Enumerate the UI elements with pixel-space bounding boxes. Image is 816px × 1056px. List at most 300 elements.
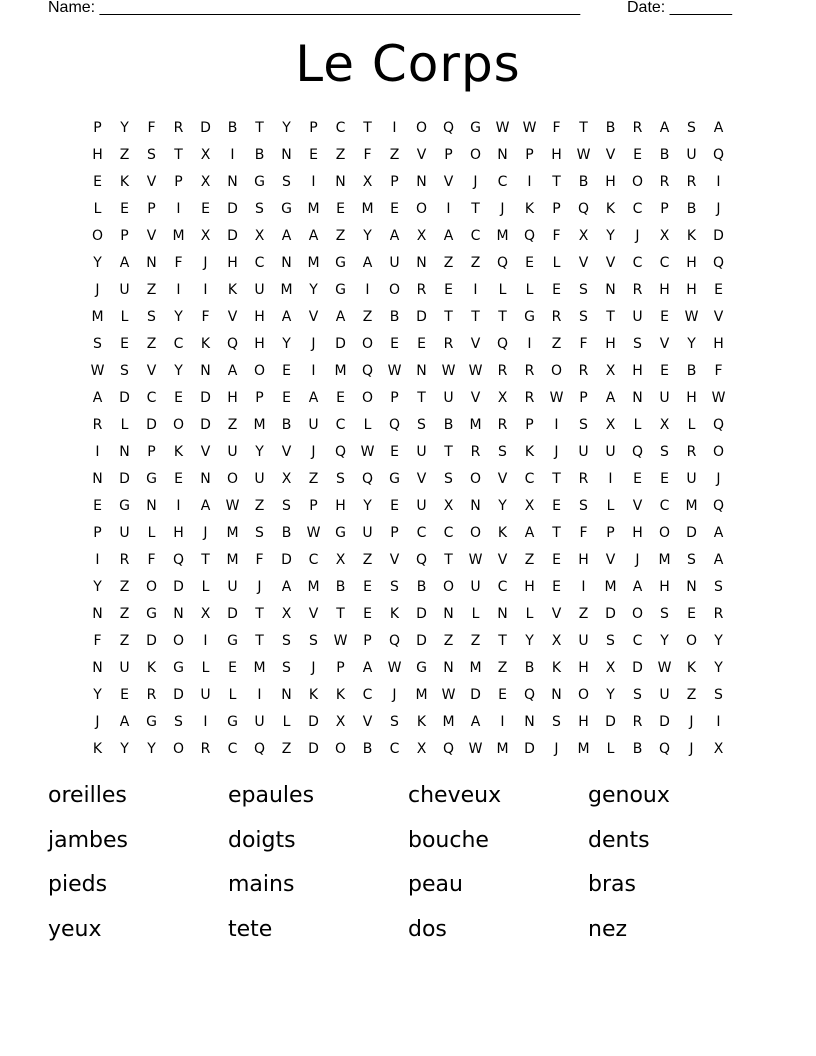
grid-letter: D bbox=[227, 201, 238, 217]
grid-letter: G bbox=[416, 660, 427, 676]
grid-letter: U bbox=[254, 471, 265, 487]
grid-letter: M bbox=[307, 201, 320, 217]
grid-letter: J bbox=[500, 201, 505, 217]
grid-letter: V bbox=[551, 606, 562, 622]
grid-letter: L bbox=[282, 714, 291, 730]
grid-letter: Q bbox=[712, 255, 725, 271]
grid-letter: K bbox=[686, 660, 697, 676]
grid-letter: U bbox=[470, 579, 481, 595]
grid-letter: F bbox=[579, 525, 588, 541]
grid-letter: E bbox=[282, 390, 291, 406]
grid-letter: E bbox=[687, 606, 696, 622]
grid-letter: P bbox=[255, 390, 264, 406]
grid-letter: M bbox=[307, 579, 320, 595]
grid-letter: Y bbox=[606, 228, 615, 244]
grid-letter: W bbox=[684, 309, 699, 325]
grid-letter: Q bbox=[496, 255, 509, 271]
grid-letter: R bbox=[470, 444, 481, 460]
grid-letter: V bbox=[308, 606, 319, 622]
word-list-item: yeux bbox=[48, 916, 102, 942]
grid-letter: R bbox=[416, 282, 427, 298]
grid-letter: B bbox=[281, 525, 292, 541]
grid-letter: A bbox=[281, 579, 292, 595]
grid-letter: I bbox=[230, 147, 235, 163]
grid-letter: Z bbox=[335, 228, 346, 244]
grid-letter: A bbox=[389, 228, 400, 244]
grid-row bbox=[84, 412, 732, 439]
grid-letter: W bbox=[711, 390, 726, 406]
grid-letter: S bbox=[93, 336, 102, 352]
grid-letter: A bbox=[659, 120, 670, 136]
grid-letter: U bbox=[308, 417, 319, 433]
grid-letter: V bbox=[146, 363, 157, 379]
grid-letter: O bbox=[388, 282, 401, 298]
grid-letter: R bbox=[200, 741, 211, 757]
grid-letter: S bbox=[633, 687, 642, 703]
grid-letter: H bbox=[659, 579, 670, 595]
grid-letter: X bbox=[497, 390, 508, 406]
grid-letter: P bbox=[579, 390, 588, 406]
grid-letter: P bbox=[525, 417, 534, 433]
grid-letter: Q bbox=[226, 336, 239, 352]
grid-letter: E bbox=[714, 282, 723, 298]
grid-letter: V bbox=[605, 147, 616, 163]
grid-letter: R bbox=[497, 363, 508, 379]
grid-letter: Y bbox=[714, 633, 723, 649]
grid-letter: A bbox=[632, 579, 643, 595]
grid-letter: D bbox=[659, 714, 670, 730]
word-list bbox=[48, 780, 768, 958]
grid-letter: W bbox=[387, 660, 402, 676]
grid-letter: A bbox=[335, 309, 346, 325]
grid-letter: G bbox=[389, 471, 400, 487]
grid-letter: U bbox=[632, 309, 643, 325]
grid-letter: S bbox=[282, 660, 291, 676]
grid-letter: X bbox=[659, 228, 670, 244]
grid-letter: H bbox=[659, 282, 670, 298]
grid-letter: J bbox=[203, 255, 208, 271]
grid-letter: W bbox=[576, 147, 591, 163]
grid-letter: U bbox=[254, 714, 265, 730]
grid-letter: Y bbox=[255, 444, 264, 460]
grid-letter: T bbox=[255, 606, 264, 622]
grid-letter: E bbox=[390, 201, 399, 217]
grid-letter: O bbox=[334, 741, 347, 757]
grid-letter: O bbox=[172, 633, 185, 649]
grid-letter: N bbox=[173, 606, 184, 622]
grid-letter: S bbox=[174, 714, 183, 730]
grid-letter: E bbox=[363, 606, 372, 622]
grid-letter: Q bbox=[253, 741, 266, 757]
grid-letter: M bbox=[226, 552, 239, 568]
grid-letter: I bbox=[473, 282, 478, 298]
grid-row bbox=[84, 250, 732, 277]
grid-letter: W bbox=[225, 498, 240, 514]
grid-letter: M bbox=[658, 552, 671, 568]
grid-letter: S bbox=[282, 498, 291, 514]
grid-letter: Z bbox=[686, 687, 697, 703]
grid-letter: W bbox=[549, 390, 564, 406]
grid-letter: B bbox=[335, 579, 346, 595]
grid-letter: T bbox=[579, 120, 588, 136]
grid-letter: V bbox=[497, 552, 508, 568]
grid-letter: F bbox=[147, 552, 156, 568]
grid-letter: M bbox=[253, 660, 266, 676]
grid-letter: P bbox=[606, 525, 615, 541]
grid-letter: D bbox=[200, 417, 211, 433]
grid-letter: I bbox=[554, 417, 559, 433]
grid-letter: P bbox=[525, 147, 534, 163]
grid-letter: N bbox=[92, 660, 103, 676]
grid-letter: O bbox=[442, 579, 455, 595]
grid-letter: S bbox=[633, 336, 642, 352]
word-list-item: nez bbox=[588, 916, 628, 942]
word-search-grid bbox=[84, 115, 732, 763]
grid-letter: J bbox=[689, 741, 694, 757]
date-field-label: Date: _______ bbox=[627, 0, 732, 16]
grid-letter: I bbox=[392, 120, 397, 136]
grid-letter: V bbox=[416, 147, 427, 163]
grid-letter: V bbox=[281, 444, 292, 460]
grid-letter: O bbox=[226, 471, 239, 487]
grid-letter: D bbox=[281, 552, 292, 568]
grid-letter: G bbox=[146, 714, 157, 730]
grid-letter: D bbox=[470, 687, 481, 703]
grid-letter: J bbox=[203, 525, 208, 541]
grid-letter: Z bbox=[119, 147, 130, 163]
grid-letter: E bbox=[120, 336, 129, 352]
grid-letter: O bbox=[145, 579, 158, 595]
grid-letter: H bbox=[632, 363, 643, 379]
grid-letter: S bbox=[282, 633, 291, 649]
grid-letter: H bbox=[686, 282, 697, 298]
grid-letter: P bbox=[120, 228, 129, 244]
grid-letter: I bbox=[716, 174, 721, 190]
grid-letter: I bbox=[527, 336, 532, 352]
grid-letter: C bbox=[524, 471, 535, 487]
grid-letter: F bbox=[363, 147, 372, 163]
word-list-item: genoux bbox=[588, 783, 670, 808]
grid-letter: L bbox=[201, 579, 210, 595]
grid-letter: X bbox=[200, 606, 211, 622]
grid-letter: Z bbox=[308, 471, 319, 487]
grid-letter: Y bbox=[282, 336, 291, 352]
grid-letter: E bbox=[120, 201, 129, 217]
grid-letter: E bbox=[390, 336, 399, 352]
grid-letter: P bbox=[552, 201, 561, 217]
grid-letter: I bbox=[176, 498, 181, 514]
grid-letter: U bbox=[443, 390, 454, 406]
grid-letter: A bbox=[308, 228, 319, 244]
grid-letter: J bbox=[689, 714, 694, 730]
grid-letter: A bbox=[713, 525, 724, 541]
grid-letter: N bbox=[92, 471, 103, 487]
grid-letter: N bbox=[416, 255, 427, 271]
word-list-item: bras bbox=[588, 872, 636, 897]
grid-row bbox=[84, 142, 732, 169]
grid-letter: V bbox=[443, 174, 454, 190]
grid-letter: F bbox=[579, 336, 588, 352]
grid-letter: G bbox=[119, 498, 130, 514]
grid-letter: C bbox=[497, 174, 508, 190]
grid-letter: R bbox=[173, 120, 184, 136]
grid-letter: Y bbox=[120, 741, 129, 757]
name-field-label: Name: ______________________________________________________ bbox=[48, 0, 581, 16]
grid-letter: R bbox=[524, 390, 535, 406]
grid-letter: T bbox=[552, 174, 561, 190]
grid-letter: C bbox=[227, 741, 238, 757]
grid-letter: A bbox=[227, 363, 238, 379]
grid-letter: Y bbox=[309, 282, 318, 298]
grid-letter: D bbox=[146, 417, 157, 433]
grid-letter: R bbox=[578, 471, 589, 487]
grid-letter: C bbox=[389, 741, 400, 757]
grid-letter: Z bbox=[443, 255, 454, 271]
grid-letter: Y bbox=[93, 579, 102, 595]
grid-letter: H bbox=[254, 336, 265, 352]
grid-letter: L bbox=[228, 687, 237, 703]
grid-letter: C bbox=[632, 633, 643, 649]
grid-letter: Q bbox=[523, 228, 536, 244]
grid-letter: S bbox=[579, 417, 588, 433]
grid-letter: B bbox=[362, 741, 373, 757]
grid-letter: Y bbox=[363, 228, 372, 244]
grid-letter: Y bbox=[93, 255, 102, 271]
grid-letter: E bbox=[93, 174, 102, 190]
grid-letter: W bbox=[522, 120, 537, 136]
grid-letter: S bbox=[660, 606, 669, 622]
grid-letter: E bbox=[228, 660, 237, 676]
grid-letter: E bbox=[552, 498, 561, 514]
grid-letter: J bbox=[716, 201, 721, 217]
grid-letter: Q bbox=[442, 120, 455, 136]
grid-letter: B bbox=[389, 309, 400, 325]
grid-letter: A bbox=[92, 390, 103, 406]
grid-letter: E bbox=[660, 309, 669, 325]
grid-letter: R bbox=[551, 309, 562, 325]
grid-letter: T bbox=[201, 552, 210, 568]
grid-letter: Y bbox=[660, 633, 669, 649]
grid-letter: M bbox=[496, 228, 509, 244]
grid-letter: Z bbox=[470, 255, 481, 271]
grid-letter: N bbox=[416, 363, 427, 379]
grid-letter: U bbox=[659, 390, 670, 406]
grid-letter: D bbox=[713, 228, 724, 244]
grid-letter: J bbox=[257, 579, 262, 595]
grid-letter: V bbox=[632, 498, 643, 514]
grid-letter: D bbox=[308, 714, 319, 730]
grid-letter: K bbox=[686, 228, 697, 244]
grid-letter: M bbox=[442, 714, 455, 730]
grid-letter: H bbox=[578, 714, 589, 730]
word-list-item: oreilles bbox=[48, 783, 127, 808]
grid-letter: L bbox=[525, 606, 534, 622]
grid-letter: I bbox=[257, 687, 262, 703]
grid-letter: C bbox=[146, 390, 157, 406]
grid-letter: P bbox=[363, 633, 372, 649]
grid-letter: R bbox=[524, 363, 535, 379]
grid-letter: J bbox=[554, 444, 559, 460]
grid-letter: Z bbox=[119, 633, 130, 649]
grid-letter: D bbox=[200, 120, 211, 136]
grid-letter: Z bbox=[362, 309, 373, 325]
grid-letter: S bbox=[336, 471, 345, 487]
grid-letter: M bbox=[469, 660, 482, 676]
grid-letter: G bbox=[524, 309, 535, 325]
grid-letter: M bbox=[469, 417, 482, 433]
grid-row bbox=[84, 439, 732, 466]
grid-letter: F bbox=[552, 120, 561, 136]
grid-letter: Z bbox=[281, 741, 292, 757]
grid-letter: W bbox=[90, 363, 105, 379]
grid-letter: I bbox=[203, 282, 208, 298]
grid-letter: T bbox=[444, 309, 453, 325]
grid-letter: V bbox=[308, 309, 319, 325]
grid-letter: N bbox=[443, 606, 454, 622]
grid-letter: C bbox=[362, 687, 373, 703]
grid-letter: W bbox=[441, 687, 456, 703]
grid-letter: L bbox=[552, 255, 561, 271]
grid-letter: S bbox=[444, 471, 453, 487]
grid-letter: E bbox=[633, 471, 642, 487]
grid-letter: X bbox=[713, 741, 724, 757]
grid-letter: Q bbox=[172, 552, 185, 568]
grid-letter: D bbox=[227, 228, 238, 244]
grid-letter: J bbox=[554, 741, 559, 757]
grid-letter: H bbox=[578, 660, 589, 676]
grid-row bbox=[84, 115, 732, 142]
grid-letter: O bbox=[685, 633, 698, 649]
grid-letter: L bbox=[471, 606, 480, 622]
grid-letter: H bbox=[227, 255, 238, 271]
grid-letter: Z bbox=[389, 147, 400, 163]
word-list-item: tete bbox=[228, 916, 273, 942]
grid-letter: F bbox=[201, 309, 210, 325]
grid-letter: S bbox=[255, 201, 264, 217]
grid-letter: Q bbox=[334, 444, 347, 460]
word-list-item: pieds bbox=[48, 872, 108, 897]
grid-letter: I bbox=[176, 282, 181, 298]
grid-letter: L bbox=[498, 282, 507, 298]
grid-letter: D bbox=[632, 660, 643, 676]
grid-letter: S bbox=[606, 633, 615, 649]
grid-letter: H bbox=[335, 498, 346, 514]
grid-letter: J bbox=[311, 444, 316, 460]
grid-letter: N bbox=[632, 390, 643, 406]
grid-letter: T bbox=[471, 309, 480, 325]
grid-letter: W bbox=[468, 363, 483, 379]
grid-letter: E bbox=[363, 579, 372, 595]
grid-letter: Y bbox=[498, 498, 507, 514]
grid-letter: V bbox=[362, 714, 373, 730]
grid-letter: D bbox=[146, 633, 157, 649]
grid-letter: O bbox=[415, 120, 428, 136]
grid-letter: I bbox=[527, 174, 532, 190]
grid-letter: Q bbox=[388, 633, 401, 649]
grid-letter: U bbox=[227, 579, 238, 595]
grid-letter: S bbox=[390, 714, 399, 730]
grid-letter: B bbox=[578, 174, 589, 190]
grid-letter: E bbox=[174, 390, 183, 406]
grid-letter: J bbox=[635, 228, 640, 244]
grid-letter: A bbox=[281, 309, 292, 325]
grid-letter: I bbox=[716, 714, 721, 730]
grid-letter: A bbox=[362, 255, 373, 271]
grid-letter: U bbox=[686, 147, 697, 163]
grid-letter: N bbox=[686, 579, 697, 595]
grid-letter: L bbox=[93, 201, 102, 217]
grid-letter: P bbox=[390, 390, 399, 406]
grid-letter: R bbox=[92, 417, 103, 433]
grid-letter: K bbox=[524, 201, 535, 217]
grid-letter: T bbox=[444, 444, 453, 460]
grid-letter: Z bbox=[119, 579, 130, 595]
grid-letter: H bbox=[578, 552, 589, 568]
grid-letter: M bbox=[496, 741, 509, 757]
grid-letter: L bbox=[120, 309, 129, 325]
grid-letter: T bbox=[417, 390, 426, 406]
grid-letter: Q bbox=[496, 336, 509, 352]
grid-letter: L bbox=[606, 741, 615, 757]
grid-letter: U bbox=[605, 444, 616, 460]
grid-letter: Z bbox=[146, 282, 157, 298]
grid-letter: E bbox=[93, 498, 102, 514]
grid-letter: Q bbox=[712, 147, 725, 163]
grid-letter: L bbox=[120, 417, 129, 433]
grid-letter: U bbox=[578, 633, 589, 649]
grid-letter: H bbox=[173, 525, 184, 541]
grid-letter: F bbox=[147, 120, 156, 136]
grid-letter: T bbox=[606, 309, 615, 325]
grid-letter: Z bbox=[551, 336, 562, 352]
grid-letter: Z bbox=[146, 336, 157, 352]
grid-letter: X bbox=[200, 147, 211, 163]
grid-letter: F bbox=[552, 228, 561, 244]
grid-row bbox=[84, 520, 732, 547]
grid-letter: D bbox=[524, 741, 535, 757]
grid-letter: R bbox=[146, 687, 157, 703]
grid-letter: G bbox=[470, 120, 481, 136]
grid-letter: M bbox=[307, 255, 320, 271]
grid-letter: B bbox=[524, 660, 535, 676]
grid-letter: S bbox=[714, 579, 723, 595]
grid-letter: I bbox=[311, 174, 316, 190]
grid-letter: V bbox=[416, 471, 427, 487]
grid-letter: G bbox=[227, 633, 238, 649]
grid-letter: A bbox=[119, 714, 130, 730]
grid-letter: A bbox=[362, 660, 373, 676]
grid-letter: V bbox=[470, 336, 481, 352]
grid-letter: V bbox=[659, 336, 670, 352]
grid-letter: I bbox=[203, 633, 208, 649]
grid-letter: Y bbox=[93, 687, 102, 703]
grid-letter: E bbox=[444, 282, 453, 298]
grid-letter: N bbox=[335, 174, 346, 190]
grid-letter: X bbox=[335, 714, 346, 730]
grid-letter: R bbox=[659, 174, 670, 190]
grid-letter: K bbox=[389, 606, 400, 622]
grid-letter: K bbox=[173, 444, 184, 460]
word-list-item: mains bbox=[228, 872, 295, 897]
grid-letter: R bbox=[713, 606, 724, 622]
grid-letter: R bbox=[578, 363, 589, 379]
grid-letter: W bbox=[306, 525, 321, 541]
grid-letter: D bbox=[335, 336, 346, 352]
grid-letter: W bbox=[468, 741, 483, 757]
grid-letter: D bbox=[119, 390, 130, 406]
grid-letter: V bbox=[605, 552, 616, 568]
grid-letter: I bbox=[608, 471, 613, 487]
